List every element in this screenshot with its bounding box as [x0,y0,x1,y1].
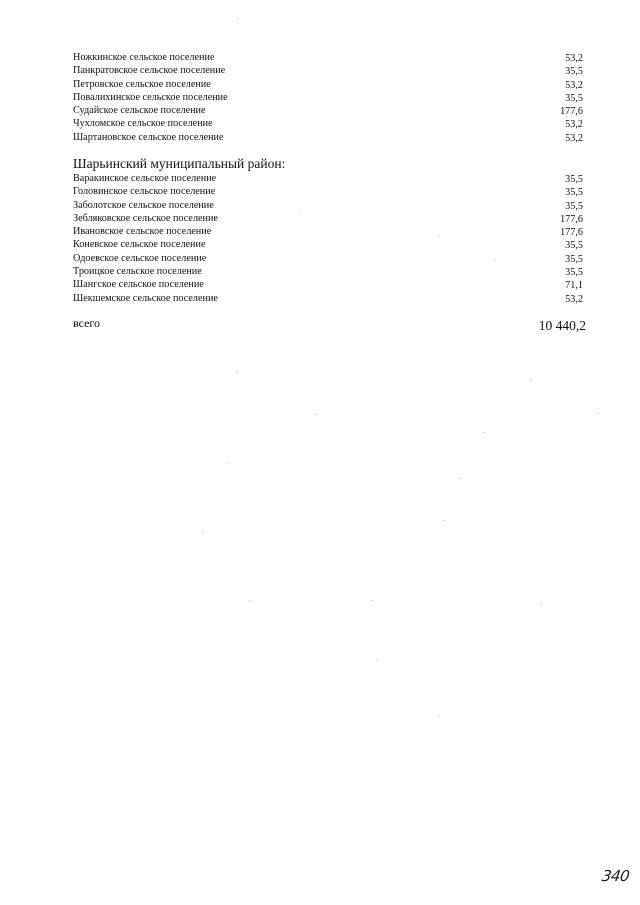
settlement-name: Коневское сельское поселение [73,239,206,251]
settlement-name: Одоевское сельское поселение [73,252,207,264]
settlement-name: Головинское сельское поселение [73,186,216,198]
scan-speck [598,413,599,414]
scan-speck [460,478,461,479]
settlement-value: 177,6 [560,213,583,225]
scan-speck [531,380,532,381]
settlement-name: Чухломское сельское поселение [73,118,213,130]
scan-speck [377,660,378,661]
settlement-value: 177,6 [560,227,583,239]
settlement-value: 71,1 [565,280,583,292]
scan-speck [229,462,230,463]
settlement-value: 35,5 [565,92,583,104]
settlement-value: 35,5 [565,187,583,199]
settlement-name: Судайское сельское поселение [73,105,206,117]
table-row [73,117,583,130]
table-row [73,238,583,251]
settlement-name: Шангское сельское поселение [73,279,204,291]
page-number: 340 [600,867,631,885]
settlement-list-2 [73,172,583,305]
table-row [73,172,583,185]
settlement-name: Панкратовское сельское поселение [73,65,226,77]
settlement-name: Ивановское сельское поселение [73,226,212,238]
settlement-value: 35,5 [565,174,583,185]
scan-speck [484,432,485,433]
settlement-value: 35,5 [565,200,583,212]
settlement-value: 35,5 [565,253,583,265]
total-label: всего [73,316,101,330]
settlement-name: Повалихинское сельское поселение [73,91,228,103]
settlement-name: Ножкинское сельское поселение [73,52,215,63]
scan-speck [438,236,439,237]
settlement-value: 177,6 [560,106,583,118]
settlement-value: 53,2 [565,132,583,144]
settlement-value: 53,2 [565,293,583,305]
table-row [73,131,583,144]
scan-speck [300,210,301,211]
table-row [73,212,583,225]
settlement-list-1 [73,51,583,144]
settlement-value: 53,2 [565,79,583,91]
total-value: 10 440,2 [538,318,586,333]
settlement-value: 53,2 [565,53,583,64]
scan-speck [236,372,237,373]
table-row [73,185,583,198]
scan-speck [494,260,495,261]
settlement-name: Зебляковское сельское поселение [73,212,218,224]
table-row [73,64,583,77]
table-row [73,51,583,64]
district-heading: Шарьинский муниципальный район: [73,156,286,171]
settlement-name: Варакинское сельское поселение [73,173,217,184]
scan-speck [541,604,542,605]
table-row [73,265,583,278]
table-row [73,292,583,305]
settlement-name: Шекшемское сельское поселение [73,292,218,304]
settlement-name: Петровское сельское поселение [73,78,211,90]
settlement-value: 35,5 [565,240,583,252]
table-row [73,104,583,117]
scan-speck [438,716,439,717]
total-row [73,316,586,334]
table-row [73,252,583,265]
table-row [73,91,583,104]
table-row [73,225,583,238]
scan-speck [444,520,445,521]
settlement-name: Заболотское сельское поселение [73,199,214,211]
scan-speck [372,600,373,601]
settlement-value: 53,2 [565,119,583,131]
table-row [73,78,583,91]
scan-speck [316,414,317,415]
scan-speck [202,532,203,533]
settlement-name: Шартановское сельское поселение [73,131,224,143]
scan-speck [249,600,250,601]
scan-speck [237,18,238,19]
settlement-value: 35,5 [565,267,583,279]
settlement-name: Троицкое сельское поселение [73,266,202,278]
table-row [73,278,583,291]
table-row [73,199,583,212]
settlement-value: 35,5 [565,66,583,78]
